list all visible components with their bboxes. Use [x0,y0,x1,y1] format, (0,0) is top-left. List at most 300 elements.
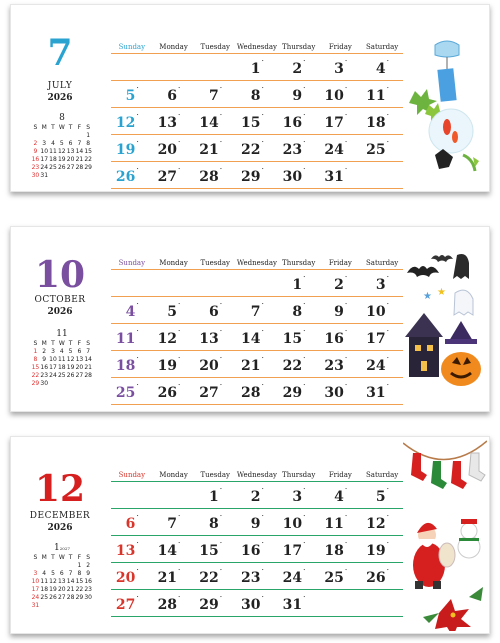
day-cell[interactable] [236,351,278,378]
day-cell[interactable] [111,297,153,324]
mini-week-row [31,364,93,372]
day-cell[interactable] [153,135,195,162]
day-cell[interactable] [278,270,320,297]
day-cell[interactable] [278,81,320,108]
day-cell[interactable] [278,324,320,351]
day-number: 14 [199,114,219,131]
day-cell[interactable] [194,81,236,108]
mini-month-number: 1 [54,543,60,553]
day-cell[interactable] [153,297,195,324]
weekday-label: Sunday [111,257,153,270]
day-cell[interactable] [361,162,403,189]
mini-day: 5 [51,570,55,577]
mini-day: 5 [68,348,73,355]
day-note: • [344,57,348,63]
day-cell[interactable] [361,590,403,617]
mini-day: 21 [75,156,84,163]
day-cell[interactable] [194,108,236,135]
month-year: 2026 [47,307,73,317]
day-number: 1 [292,276,303,293]
mini-day: 24 [49,372,57,379]
day-cell[interactable] [320,536,362,563]
mini-day: 3 [33,570,38,577]
day-cell[interactable] [153,509,195,536]
day-cell[interactable] [111,351,153,378]
day-note: • [136,300,139,306]
weekday-label: Saturday [361,469,403,482]
week-row [111,162,403,189]
day-number: 11 [366,87,386,104]
mini-day: 26 [57,164,66,171]
day-number: 11 [324,515,344,532]
day-cell[interactable] [278,482,320,509]
mini-day: 18 [40,586,49,593]
week-row [111,135,403,162]
day-number: 18 [115,357,136,374]
week-row [111,270,403,297]
mini-day: 13 [66,148,75,155]
mini-weekday-label: M [41,554,47,561]
day-cell[interactable] [236,81,278,108]
day-number: 4 [375,60,386,77]
mini-day: 12 [57,148,66,155]
day-note: • [261,566,264,572]
ghost-icon [454,290,473,315]
day-cell[interactable] [236,297,278,324]
day-note: • [219,327,223,333]
weekday-label: Wednesday [236,257,278,270]
weekday-label: Friday [320,41,362,54]
mini-day: 26 [66,372,75,379]
weekday-label: Monday [153,257,195,270]
ghost-icon [453,254,469,279]
mini-month-title [31,329,93,340]
mini-day [75,172,84,180]
day-cell[interactable] [194,378,236,405]
day-cell[interactable] [361,135,403,162]
day-cell[interactable] [153,536,195,563]
mini-day: 4 [59,348,64,355]
day-cell[interactable] [194,297,236,324]
day-cell[interactable] [361,482,403,509]
mini-day: 19 [57,156,66,163]
day-number: 5 [375,488,386,505]
day-cell[interactable] [278,590,320,617]
day-cell[interactable] [111,135,153,162]
day-cell[interactable] [278,54,320,81]
mini-day: 10 [40,148,49,155]
day-cell[interactable] [153,590,195,617]
day-cell[interactable] [111,54,153,81]
mini-day [49,562,58,570]
mini-day: 19 [66,364,75,371]
day-cell[interactable] [278,135,320,162]
day-note: • [344,300,348,306]
day-cell[interactable] [153,54,195,81]
mini-day: 3 [42,140,47,147]
day-cell[interactable] [111,270,153,297]
day-cell[interactable] [236,54,278,81]
mini-day: 12 [49,578,57,585]
day-cell[interactable] [194,590,236,617]
day-number: 20 [199,357,219,374]
day-number: 21 [199,141,219,158]
week-row [111,351,403,378]
month-grid [111,469,403,617]
mini-weekday-row [31,340,93,348]
day-cell[interactable] [320,81,362,108]
day-cell[interactable] [111,108,153,135]
day-cell[interactable] [194,482,236,509]
day-note: • [219,84,223,90]
mini-weekday-label: T [51,124,55,131]
day-note: • [261,57,264,63]
day-number: 19 [115,141,136,158]
day-cell[interactable] [111,563,153,590]
day-number: 13 [199,330,219,347]
day-cell[interactable] [194,509,236,536]
mini-day [57,132,66,140]
day-note: • [303,512,306,518]
day-cell[interactable] [361,509,403,536]
mini-day: 7 [68,570,73,577]
santa-claus-icon [413,523,455,589]
mini-day: 20 [66,156,75,163]
week-row [111,536,403,563]
day-number: 26 [157,384,178,401]
mini-day: 16 [31,156,40,163]
day-cell[interactable] [236,135,278,162]
mini-day: 14 [84,356,92,363]
day-cell[interactable] [278,297,320,324]
day-number: 14 [240,330,261,347]
mini-day: 15 [31,364,40,371]
goldfish-bowl-icon [429,109,479,171]
day-note: • [344,566,348,572]
day-number: 25 [115,384,136,401]
mini-day: 10 [49,356,57,363]
mini-day [31,562,40,570]
day-note: • [303,354,306,360]
day-note: • [219,381,223,387]
day-number: 4 [334,488,344,505]
mini-day: 2 [33,140,38,147]
mini-day: 11 [49,148,57,155]
mini-day [84,380,93,388]
day-note: • [136,593,139,599]
day-cell[interactable] [111,509,153,536]
day-note: • [136,381,139,387]
mini-day: 25 [57,372,66,379]
day-cell[interactable] [111,378,153,405]
mini-day: 26 [49,594,57,601]
day-note: • [219,111,223,117]
mini-calendar-next-month [31,113,93,180]
day-note: • [261,300,264,306]
day-cell[interactable] [194,563,236,590]
day-cell[interactable] [320,482,362,509]
mini-day: 19 [49,586,57,593]
day-cell[interactable] [194,324,236,351]
day-cell[interactable] [361,108,403,135]
day-note: • [136,354,139,360]
day-number: 16 [324,330,344,347]
day-cell[interactable] [361,378,403,405]
day-cell[interactable] [111,590,153,617]
day-number: 4 [125,303,136,320]
mini-day: 24 [40,164,49,171]
day-note: • [136,138,139,144]
weekday-label: Tuesday [194,469,236,482]
day-cell[interactable] [236,536,278,563]
day-number: 16 [240,542,261,559]
mini-month-title [31,113,93,124]
day-cell[interactable] [278,509,320,536]
day-note: • [261,165,264,171]
day-number: 1 [250,60,261,77]
mini-day: 23 [84,586,92,593]
day-number: 7 [167,515,178,532]
week-row [111,324,403,351]
day-number: 3 [334,60,344,77]
day-cell[interactable] [194,270,236,297]
mini-day [84,172,93,180]
day-cell[interactable] [194,536,236,563]
weekday-label: Thursday [278,469,320,482]
day-note: • [386,485,389,491]
day-cell[interactable] [194,135,236,162]
day-cell[interactable] [320,297,362,324]
day-cell[interactable] [320,378,362,405]
mini-day: 23 [40,372,49,379]
mini-day: 11 [57,356,66,363]
day-cell[interactable] [111,482,153,509]
day-note: • [386,111,389,117]
day-cell[interactable] [236,482,278,509]
day-cell[interactable] [278,378,320,405]
day-cell[interactable] [111,162,153,189]
mini-day [66,172,75,180]
mini-week-row [31,372,93,380]
day-cell[interactable] [153,378,195,405]
day-number: 20 [157,141,178,158]
day-cell[interactable] [361,536,403,563]
day-cell[interactable] [236,162,278,189]
day-number: 6 [125,515,136,532]
month-number: 12 [34,468,86,510]
day-cell[interactable] [361,563,403,590]
day-cell[interactable] [153,324,195,351]
day-number: 10 [282,515,303,532]
mini-week-row [31,164,93,172]
mini-day: 21 [66,586,75,593]
day-cell[interactable] [194,162,236,189]
mini-day: 9 [42,356,47,363]
day-note: • [386,539,389,545]
day-note: • [386,381,389,387]
day-note: • [303,165,306,171]
day-cell[interactable] [236,270,278,297]
day-cell[interactable] [278,563,320,590]
mini-day [75,602,84,610]
mini-weekday-label: F [77,124,82,131]
day-cell[interactable] [153,351,195,378]
month-name: OCTOBER [34,295,86,305]
day-cell[interactable] [361,351,403,378]
day-note: • [178,300,181,306]
day-cell[interactable] [236,108,278,135]
day-note: • [178,84,181,90]
day-note: • [219,566,223,572]
day-cell[interactable] [111,536,153,563]
weekday-label: Sunday [111,469,153,482]
day-note: • [136,327,139,333]
day-cell[interactable] [278,108,320,135]
day-cell[interactable] [361,270,403,297]
day-cell[interactable] [194,54,236,81]
day-cell[interactable] [111,81,153,108]
day-cell[interactable] [320,54,362,81]
mini-day [66,380,75,388]
day-number: 7 [209,87,219,104]
day-cell[interactable] [153,162,195,189]
day-note: • [136,539,139,545]
day-note: • [136,84,139,90]
day-number: 9 [292,87,303,104]
month-grid [111,41,403,189]
day-cell[interactable] [194,351,236,378]
mini-day [40,602,49,610]
day-note: • [344,165,348,171]
mini-day: 29 [75,594,84,601]
day-note: • [386,300,389,306]
mini-day: 8 [86,140,91,147]
day-note: • [303,273,306,279]
mini-day: 27 [57,594,66,601]
day-cell[interactable] [320,590,362,617]
day-cell[interactable] [320,108,362,135]
day-cell[interactable] [320,509,362,536]
mini-day: 17 [49,364,57,371]
day-number: 2 [334,276,344,293]
day-note: • [219,354,223,360]
day-note: • [261,354,264,360]
day-cell[interactable] [320,563,362,590]
day-number: 11 [115,330,136,347]
day-note: • [178,354,181,360]
mini-month-year: 2027 [59,546,70,551]
day-number: 22 [199,569,219,586]
day-note: • [386,138,389,144]
day-note: • [386,566,389,572]
mini-day: 30 [31,172,40,179]
mini-day: 28 [84,372,92,379]
day-cell[interactable] [361,54,403,81]
weekday-label: Wednesday [236,41,278,54]
mini-day: 18 [57,364,66,371]
mini-week-row [31,578,93,586]
day-cell[interactable] [278,351,320,378]
mini-day: 9 [33,148,38,155]
day-cell[interactable] [236,590,278,617]
day-note: • [344,84,348,90]
day-note: • [219,138,223,144]
day-note: • [219,165,223,171]
day-cell[interactable] [236,378,278,405]
day-cell[interactable] [361,297,403,324]
summer-illustration-icon [407,39,487,189]
day-cell[interactable] [320,324,362,351]
mini-weekday-label: S [33,340,38,347]
mini-day [57,380,66,388]
mini-day [49,602,58,610]
weekday-label: Saturday [361,257,403,270]
day-note: • [344,539,348,545]
day-note: • [136,512,139,518]
day-number: 8 [250,87,261,104]
day-cell[interactable] [153,108,195,135]
day-number: 31 [366,384,386,401]
day-note: • [344,381,348,387]
mini-weekday-label: T [68,340,73,347]
mini-day: 18 [49,156,57,163]
day-cell[interactable] [236,324,278,351]
month-grid [111,257,403,405]
day-note: • [386,273,389,279]
day-cell[interactable] [361,81,403,108]
mini-weekday-label: S [86,554,91,561]
mini-day [66,132,75,140]
day-cell[interactable] [153,482,195,509]
day-cell[interactable] [278,536,320,563]
weekday-header-row [111,257,403,270]
day-number: 29 [240,168,261,185]
mini-week-row [31,348,93,356]
day-cell[interactable] [320,135,362,162]
day-cell[interactable] [361,324,403,351]
mini-day: 2 [42,348,47,355]
day-note: • [303,57,306,63]
star-icon: ★ [423,291,432,302]
day-number: 27 [199,384,219,401]
poinsettia-icon [423,587,483,631]
week-row [111,108,403,135]
day-note: • [178,111,181,117]
day-number: 22 [282,357,303,374]
day-cell[interactable] [320,351,362,378]
day-cell[interactable] [153,563,195,590]
mini-day: 29 [84,164,92,171]
day-cell[interactable] [236,509,278,536]
day-cell[interactable] [153,81,195,108]
day-cell[interactable] [236,563,278,590]
day-cell[interactable] [320,270,362,297]
weekday-label: Monday [153,41,195,54]
mini-day [40,562,49,570]
mini-day: 25 [40,594,49,601]
day-note: • [386,354,389,360]
mini-week-row [31,594,93,602]
day-cell[interactable] [153,270,195,297]
mini-day [49,132,58,140]
day-cell[interactable] [320,162,362,189]
day-number: 19 [157,357,178,374]
day-cell[interactable] [111,324,153,351]
mini-day: 29 [31,380,40,387]
day-cell[interactable] [278,162,320,189]
mini-day: 13 [57,578,66,585]
mini-day: 6 [68,140,73,147]
